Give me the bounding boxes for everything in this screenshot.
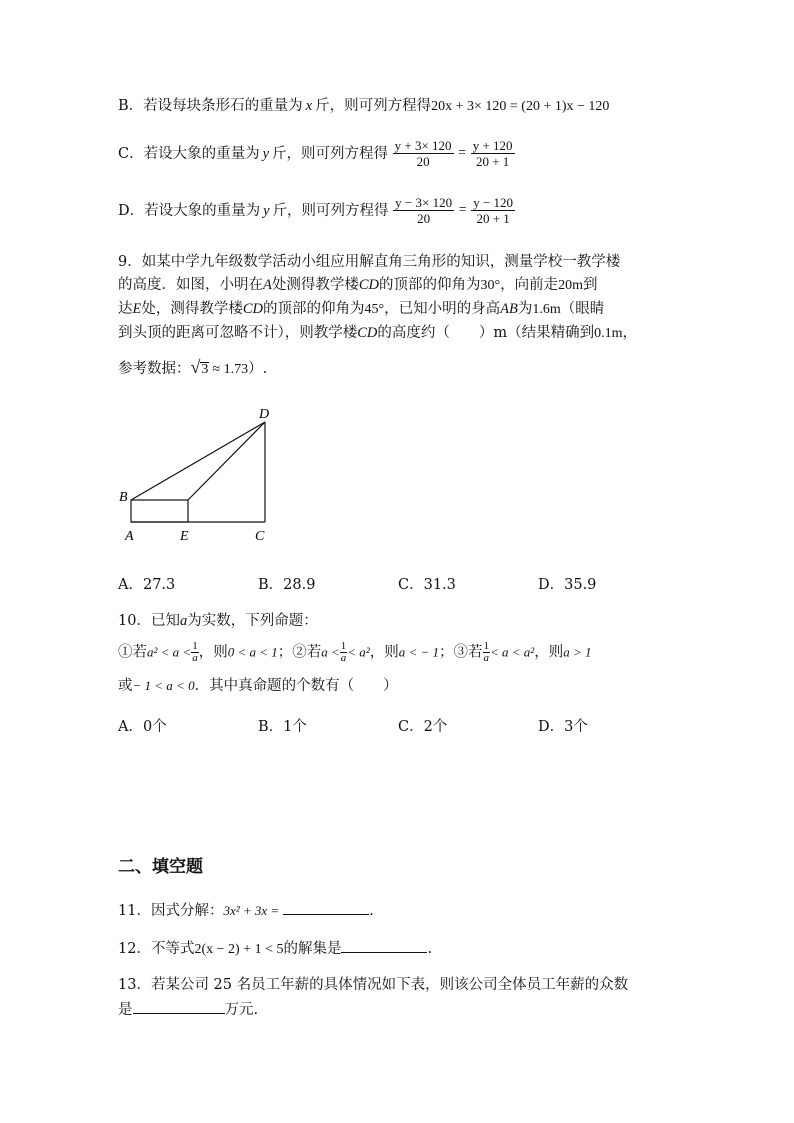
q9-l2-cd: CD [358,277,380,293]
q9-l4-b: 的高度约（ ）m（结果精确到 [377,325,595,341]
q9-l4-c: ， [622,325,638,341]
q10-p1-frac-den: a [192,652,198,664]
q9-l3-d: ，已知小明的身高 [384,301,501,317]
q8c-fraction-left [393,138,454,169]
q10-p1-res: 0 < a < 1 [227,644,278,660]
q8d-fraction-left [393,195,454,226]
q9-l3-e: 为 [517,301,533,317]
q10-p1-frac [191,641,199,664]
q9-sqrt [190,357,210,377]
sqrt-radical-icon: √ [190,357,201,377]
q9-line-2 [118,275,598,296]
q9-option-d[interactable]: D．35.9 [538,577,597,593]
q9-l3-c: 的顶部的仰角为 [263,301,365,317]
q10-l1-var: a [179,613,188,629]
q8c-prefix: C．若设大象的重量为 [118,145,260,162]
q10-l3-b: ．其中真命题的个数有（ ） [194,678,398,694]
q10-p1-cond: a² < a < [147,644,192,660]
q11-answer-blank[interactable] [283,900,369,915]
line-bd [131,422,265,500]
q9-l2-b: 处测得教学楼 [271,277,359,293]
rect-abfe [131,500,188,522]
q11-label: 11．因式分解： [118,903,224,919]
q10-line-1 [118,611,318,631]
q10-p3-cond-right: < a < a² [490,644,535,660]
q10-p2-b: ，则 [369,644,399,661]
q13-answer-blank[interactable] [133,999,225,1014]
q8d-den1: 20 [417,211,431,226]
q10-option-b[interactable]: B．1个 [258,719,307,735]
q9-l2-c: 的顶部的仰角为 [379,277,481,293]
label-c: C [255,529,265,544]
q11-expr: 3x² + 3x = [223,903,280,918]
q10-p2-frac-den: a [340,652,347,664]
q10-p2-res: a < − 1 [398,644,439,660]
q11 [118,900,374,921]
label-e: E [180,529,189,544]
q10-option-a[interactable]: A．0个 [118,719,167,735]
q8d-den2: 20 + 1 [476,211,510,226]
q10-l3-a: 或 [118,678,133,694]
q8d-prefix: D．若设大象的重量为 [118,202,261,219]
q9-option-a[interactable]: A．27.3 [118,577,176,593]
q8d-num1: y − 3× 120 [395,195,453,210]
q8b-mid: 斤，则可列方程得 [315,98,432,114]
q10-l3-res: − 1 < a < 0 [132,678,195,693]
q9-line-4 [118,323,637,344]
q9-l3-point-e: E [132,301,142,317]
q12-answer-blank[interactable] [341,938,427,953]
q13-line-1: 13．若某公司 25 名员工年薪的具体情况如下表，则该公司全体员工年薪的众数 [118,977,629,993]
q9-l2-e: 到 [583,277,598,293]
q9-sqrt-value: 3 [201,362,209,377]
q9-option-b[interactable]: B．28.9 [258,577,316,593]
q12 [118,938,432,960]
label-d: D [259,407,270,422]
q9-l2-dist: 20m [558,278,584,293]
q10-p2-c: ；③若 [439,644,483,661]
q8b-prefix: B．若设每块条形石的重量为 [118,98,303,114]
q10-p3-b: ，则 [534,644,564,661]
q10-p1-b: ，则 [198,644,228,661]
q10-option-c[interactable]: C．2个 [398,719,448,735]
q9-l3-angle: 45° [364,302,385,317]
q12-expr: 2(x − 2) + 1 < 5 [194,942,284,957]
q10-p2-frac-num: 1 [340,640,347,652]
q9-l4-precision: 0.1m [594,326,623,341]
q10-p3-frac-num: 1 [483,640,489,652]
q8c-fraction-right [471,138,515,169]
q13-l2-a: 是 [118,1002,133,1018]
q8c-mid: 斤，则可列方程得 [272,145,389,162]
label-a: A [125,529,134,544]
q10-p1-frac-num: 1 [192,640,198,652]
q8b-equation: 20x + 3× 120 = (20 + 1)x − 120 [431,99,610,114]
q10-p3-res: a > 1 [563,644,592,660]
q8d-num2: y − 120 [473,195,514,210]
q8c-num1: y + 3× 120 [394,138,452,153]
q10-p3-frac-den: a [483,652,489,664]
q8c-den2: 20 + 1 [475,154,510,169]
q10-option-d[interactable]: D．3个 [538,719,588,735]
q9-line-1: 9．如某中学九年级数学活动小组应用解直角三角形的知识，测量学校一教学楼 [118,254,621,270]
q9-l2-angle: 30° [480,278,501,293]
q10-p3-frac [483,641,491,664]
q9-l3-a: 达 [118,301,133,317]
q9-l5-b: ）. [248,361,268,377]
q9-l3-ab: AB [500,301,518,317]
q10-p2-cond-right: < a² [347,644,370,660]
q9-l5-a: 参考数据： [118,361,191,377]
q10-l1-b: 为实数，下列命题： [187,613,318,629]
q10-line-2 [118,641,591,664]
q8d-mid: 斤，则可列方程得 [272,202,389,219]
q9-l3-height: 1.6m [532,302,561,317]
q8c-num2: y + 120 [472,138,513,153]
q10-l1-a: 10．已知 [118,613,180,629]
q11-end: . [369,903,374,919]
q13-l2-b: 万元. [224,1002,259,1018]
q8c-den1: 20 [416,154,430,169]
q10-p1-a: ①若 [118,644,147,661]
q9-option-c[interactable]: C．31.3 [398,577,456,593]
q9-l2-d: ，向前走 [500,277,559,293]
q9-l3-b: 处，测得教学楼 [141,301,243,317]
q9-l3-f: （眼睛 [560,301,605,317]
q8-option-d [118,195,515,226]
q9-l2-a: 的高度．如图，小明在 [118,277,263,293]
q9-l4-a: 到头顶的距离可忽略不计），则教学楼 [118,325,358,341]
q9-figure [110,400,290,550]
q12-end: . [427,941,433,957]
q8-option-b [118,96,609,117]
q8c-eq: = [458,145,467,161]
line-fd [188,422,265,500]
q13-line-2 [118,999,258,1020]
q8-option-c [118,138,515,169]
q9-line-5 [118,357,267,380]
q8d-eq: = [458,202,467,218]
section-heading-fill-in: 二、填空题 [118,857,203,877]
q8b-var: x [305,98,313,114]
q8d-var: y [263,202,270,219]
q10-p1-c: ；②若 [277,644,322,661]
q10-p2-cond-left: a < [321,644,340,660]
q12-label: 12．不等式 [118,941,195,957]
q9-approx: ≈ 1.73 [212,362,249,377]
q9-l2-point-a: A [263,277,272,293]
q9-l3-cd: CD [242,301,264,317]
q12-mid: 的解集是 [283,941,342,957]
q8c-var: y [262,145,270,162]
q8d-fraction-right [471,195,515,226]
q9-line-3 [118,299,604,320]
q10-line-3 [118,676,398,696]
q9-l4-cd: CD [357,325,378,341]
label-b: B [119,490,128,505]
